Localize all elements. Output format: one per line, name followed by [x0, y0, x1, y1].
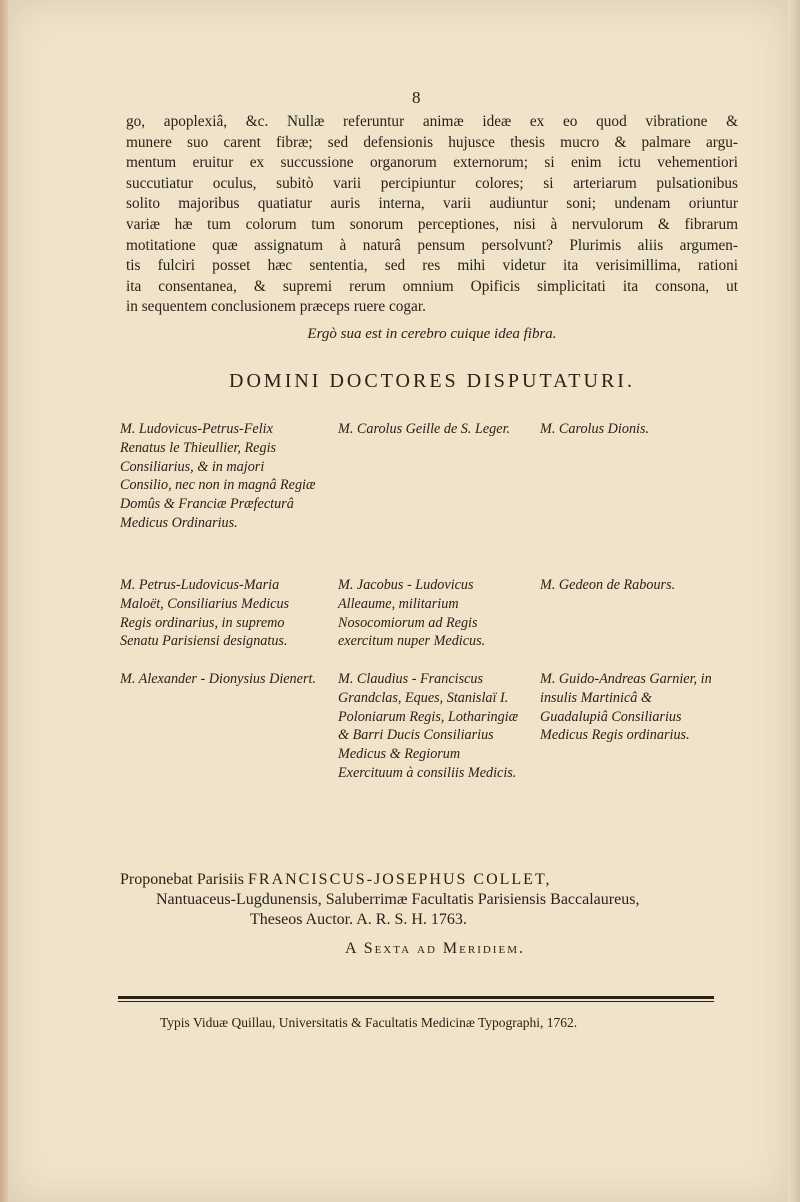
body-line: solito majoribus quatiatur auris interna, varii audiuntur soni; undenam oriuntur: [126, 195, 738, 213]
conclusion: Ergò sua est in cerebro cuique idea fibra.: [307, 326, 557, 342]
body-line: tis fulciri posset hæc sententia, sed res mihi videtur ita verisimillima, rationi: [126, 257, 738, 275]
doctor-entry: M. Ludovicus-Petrus-Felix Renatus le Thieullier, Regis Consiliarius, & in majori Consilio, nec non in magnâ Regiæ Domûs & Franciæ Præfecturâ Medicus Ordinarius.: [120, 421, 316, 531]
imprint-line-2: Nantuaceus-Lugdunensis, Saluberrimæ Facultatis Parisiensis Baccalaureus,: [156, 891, 640, 908]
imprint-block: [120, 870, 750, 930]
doctor-entry: M. Guido-Andreas Garnier, in insulis Martinicâ & Guadalupiâ Consiliarius Medicus Regis ordinarius.: [540, 671, 712, 744]
doctor-entry: M. Jacobus - Ludovicus Alleaume, militarium Nosocomiorum ad Regis exercitum nuper Medicus.: [338, 577, 486, 650]
doctor-entry: M. Carolus Dionis.: [540, 421, 650, 437]
doctor-entry: M. Alexander - Dionysius Dienert.: [120, 671, 316, 687]
doctors-column-2b: [338, 576, 526, 651]
disputation-hour: A Sexta ad Meridiem.: [345, 940, 525, 957]
doctors-column-3: [540, 420, 720, 439]
imprint-line-1: [120, 870, 750, 890]
body-line: ita consentanea, & supremi rerum omnium Opificis simplicitati ita consona, ut: [126, 277, 738, 295]
doctor-entry: M. Petrus-Ludovicus-Maria Maloët, Consiliarius Medicus Regis ordinarius, in supremo Senatu Parisiensi designatus.: [120, 577, 290, 650]
printer-line: Typis Viduæ Quillau, Universitatis & Facultatis Medicinæ Typographi, 1762.: [160, 1015, 578, 1030]
page-number: 8: [412, 88, 421, 107]
doctors-column-1c: [120, 670, 316, 689]
doctors-column-1b: [120, 576, 316, 651]
divider-rule: [118, 996, 714, 999]
doctor-entry: M. Claudius - Franciscus Grandclas, Eques, Stanislaï I. Poloniarum Regis, Lotharingiæ & Barri Ducis Consiliarius Medicus & Regiorum Exercituum à consiliis Medicis.: [338, 671, 519, 781]
body-line: munere suo carent fibræ; sed defensionis hujusce thesis mucro & palmare argu-: [126, 133, 738, 151]
body-line: motitatione quæ assignatum à naturâ pensum persolvunt? Plurimis aliis argumen-: [126, 236, 738, 254]
body-line: go, apoplexiâ, &c. Nullæ referuntur animæ ideæ ex eo quod vibratione &: [126, 113, 738, 130]
doctors-column-2: [338, 420, 526, 439]
imprint-line-3: Theseos Auctor. A. R. S. H. 1763.: [250, 911, 467, 928]
doctors-column-3b: [540, 576, 720, 595]
page-edge-right: [788, 0, 800, 1202]
body-line: succutiatur oculus, subitò varii percipiuntur colores; si arteriarum pulsationibus: [126, 174, 738, 192]
author-name: FRANCISCUS-JOSEPHUS COLLET,: [248, 871, 552, 888]
doctor-entry: M. Gedeon de Rabours.: [540, 577, 676, 593]
imprint-prefix: Proponebat Parisiis: [120, 871, 244, 888]
body-paragraph: [126, 112, 738, 318]
doctors-column-3c: [540, 670, 720, 745]
doctors-column-1: [120, 420, 316, 533]
body-line: mentum eruitur ex succussione organorum externorum; si enim ictu vehementiori: [126, 154, 738, 172]
body-line: variæ hæ tum colorum tum sonorum perceptiones, nisi à nervulorum & fibrarum: [126, 215, 738, 233]
doctor-entry: M. Carolus Geille de S. Leger.: [338, 421, 511, 437]
body-line: in sequentem conclusionem præceps ruere cogar.: [126, 298, 426, 316]
section-heading: DOMINI DOCTORES DISPUTATURI.: [229, 370, 635, 392]
divider-rule-thin: [118, 1001, 714, 1002]
doctors-column-2c: [338, 670, 526, 783]
